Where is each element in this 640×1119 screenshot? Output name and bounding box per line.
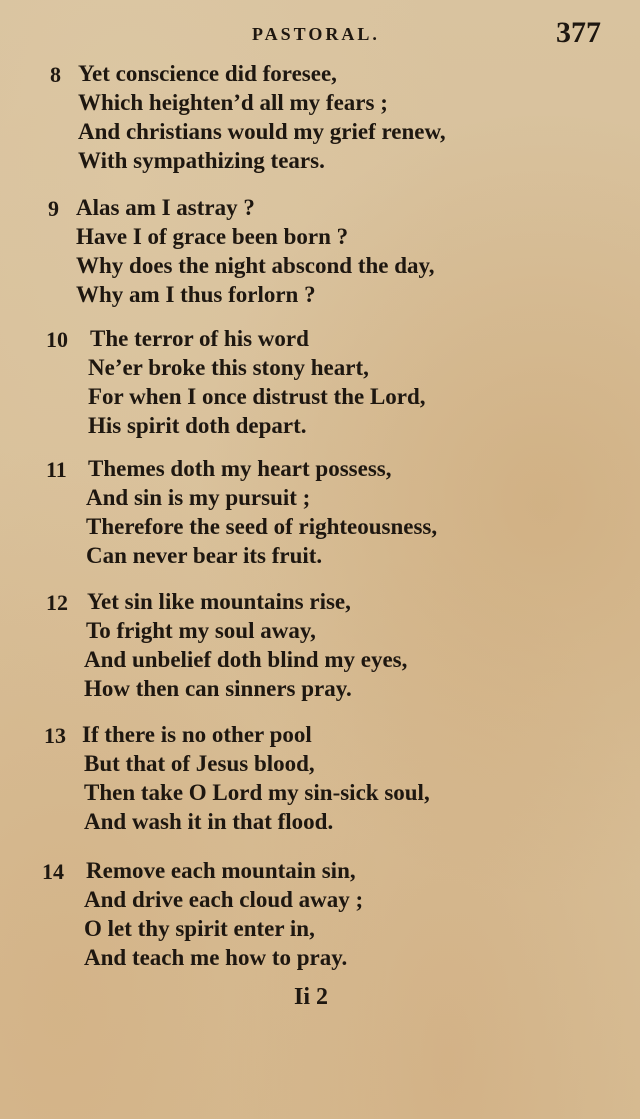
verse-line: If there is no other pool <box>82 722 312 747</box>
stanza-number: 10 <box>46 327 68 352</box>
stanza-number: 13 <box>44 723 66 748</box>
verse-line: Can never bear its fruit. <box>86 543 323 568</box>
verse-line: Which heighten’d all my fears ; <box>78 90 388 115</box>
verse-line: Have I of grace been born ? <box>76 224 349 249</box>
verse-line: Why does the night abscond the day, <box>76 253 435 278</box>
page-number: 377 <box>556 16 601 49</box>
verse-line: Alas am I astray ? <box>76 195 255 220</box>
verse-line: The terror of his word <box>90 326 309 351</box>
verse-line: And teach me how to pray. <box>84 945 348 970</box>
verse-line: But that of Jesus blood, <box>84 751 315 776</box>
verse-line: Therefore the seed of righteousness, <box>86 514 438 539</box>
verse-line: His spirit doth depart. <box>88 413 307 438</box>
verse-line: And drive each cloud away ; <box>84 887 364 912</box>
verse-line: Ne’er broke this stony heart, <box>88 355 369 380</box>
verse-line: And unbelief doth blind my eyes, <box>84 647 408 672</box>
stanza-number: 9 <box>48 196 59 221</box>
verse-line: To fright my soul away, <box>86 618 316 643</box>
verse-line: Yet conscience did foresee, <box>78 61 337 86</box>
verse-line: Then take O Lord my sin-sick soul, <box>84 780 430 805</box>
verse-line: Yet sin like mountains rise, <box>87 589 351 614</box>
signature-mark: Ii 2 <box>294 984 329 1010</box>
verse-line: With sympathizing tears. <box>78 148 325 173</box>
verse-line: Themes doth my heart possess, <box>88 456 392 481</box>
stanza-number: 14 <box>42 859 64 884</box>
verse-line: For when I once distrust the Lord, <box>88 384 426 409</box>
stanza-number: 11 <box>46 457 67 482</box>
verse-line: Remove each mountain sin, <box>86 858 356 883</box>
stanza-number: 8 <box>50 62 61 87</box>
verse-line: Why am I thus forlorn ? <box>76 282 316 307</box>
verse-line: And sin is my pursuit ; <box>86 485 311 510</box>
verse-line: And wash it in that flood. <box>84 809 334 834</box>
verse-line: And christians would my grief renew, <box>78 119 446 144</box>
stanza-number: 12 <box>46 590 68 615</box>
page-header <box>0 18 640 54</box>
verse-line: How then can sinners pray. <box>84 676 352 701</box>
verse-line: O let thy spirit enter in, <box>84 916 315 941</box>
running-title: PASTORAL. <box>252 24 380 44</box>
